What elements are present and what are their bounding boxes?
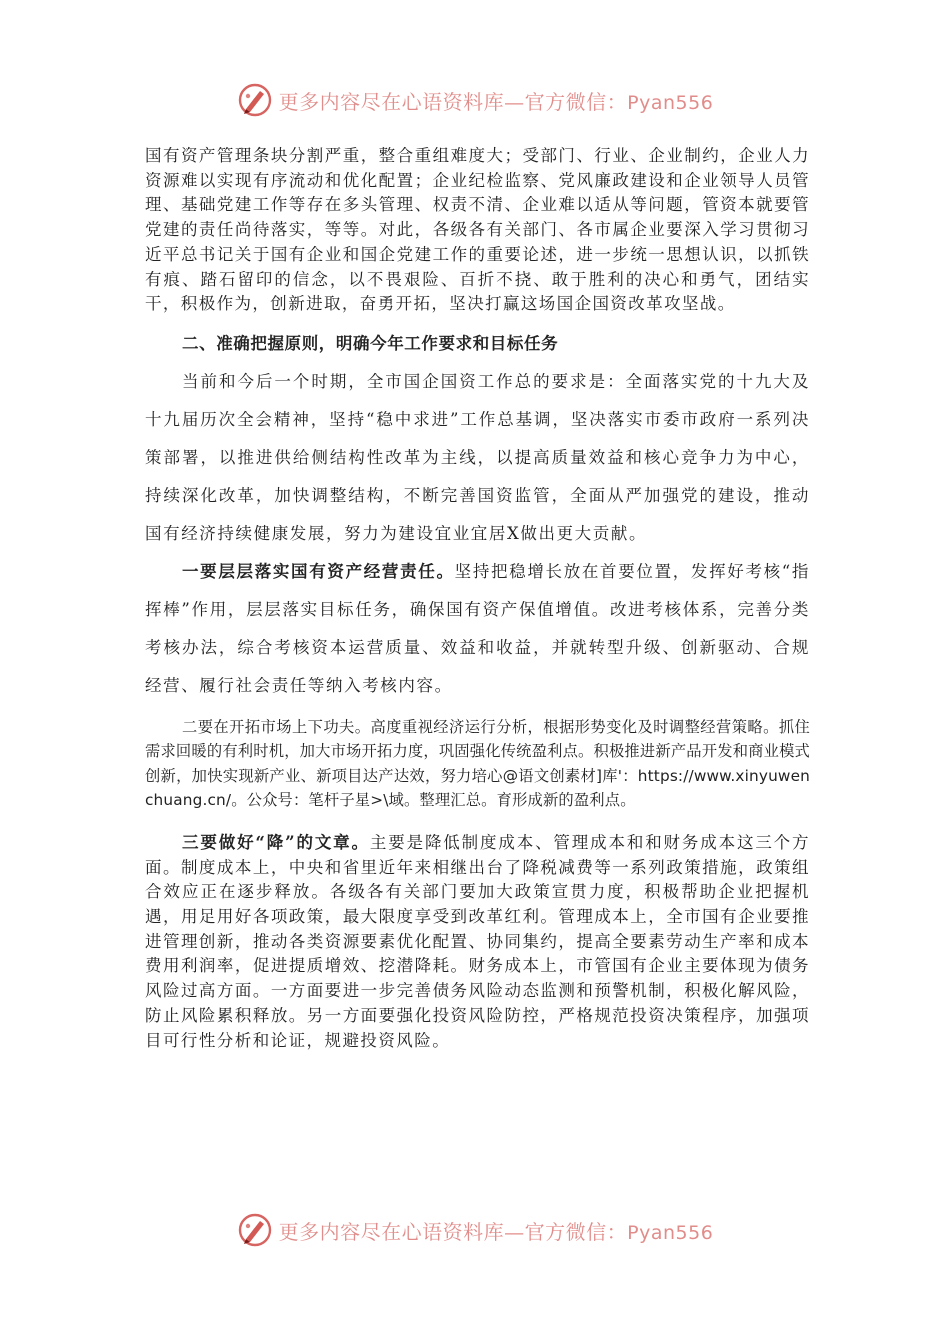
footer-banner-text: 更多内容尽在心语资料库—官方微信：Pyan556 [278,1219,714,1244]
section-heading: 二、准确把握原则，明确今年工作要求和目标任务 [182,333,559,353]
footer-wechat-id: Pyan556 [627,1221,714,1244]
header-watermark-banner [0,78,950,122]
paragraph-3-body: 坚持把稳增长放在首要位置，发挥好考核“指挥棒”作用，层层落实目标任务，确保国有资产保值增值。改进考核体系，完善分类考核办法，综合考核资本运营质量、效益和收益，并就转型升级、创新驱动、合规经营、履行社会责任等纳入考核内容。 [145,561,811,695]
pen-circle-logo-icon [237,82,273,118]
paragraph-4: 二要在开拓市场上下功夫。高度重视经济运行分析，根据形势变化及时调整经营策略。抓住需求回暖的有利时机，加大市场开拓力度，巩固强化传统盈利点。积极推进新产品开发和商业模式创新，加快实现新产业、新项目达产达效，努力培心@语文创素材]库'：https://www.xinyuwenchuang.cn/。公众号：笔杆子星>\域。整理汇总。育形成新的盈利点。 [145,717,810,810]
pen-circle-logo-icon [237,1212,273,1248]
header-wechat-id: Pyan556 [627,91,714,114]
document-body [145,144,810,1053]
paragraph-5-lead: 三要做好“降”的文章。 [182,832,370,852]
header-banner-text: 更多内容尽在心语资料库—官方微信：Pyan556 [278,89,714,114]
paragraph-5-body: 主要是降低制度成本、管理成本和和财务成本这三个方面。制度成本上，中央和省里近年来相继出台了降税减费等一系列政策措施，政策组合效应正在逐步释放。各级各有关部门要加大政策宣贯力度，积极帮助企业把握机遇，用足用好各项政策，最大限度享受到改革红利。管理成本上，全市国有企业要推进管理创新，推动各类资源要素优化配置、协同集约，提高全要素劳动生产率和成本费用利润率，促进提质增效、挖潜降耗。财务成本上，市管国有企业主要体现为债务风险过高方面。一方面要进一步完善债务风险动态监测和预警机制，积极化解风险，防止风险累积释放。另一方面要强化投资风险防控，严格规范投资决策程序，加强项目可行性分析和论证，规避投资风险。 [145,832,810,1050]
paragraph-1: 国有资产管理条块分割严重，整合重组难度大；受部门、行业、企业制约，企业人力资源难以实现有序流动和优化配置；企业纪检监察、党风廉政建设和企业领导人员管理、基础党建工作等存在多头管理、权责不清、企业难以适从等问题，管资本就要管党建的责任尚待落实，等等。对此，各级各有关部门、各市属企业要深入学习贯彻习近平总书记关于国有企业和国企党建工作的重要论述，进一步统一思想认识，以抓铁有痕、踏石留印的信念，以不畏艰险、百折不挠、敢于胜利的决心和勇气，团结实干，积极作为，创新进取，奋勇开拓，坚决打赢这场国企国资改革攻坚战。 [145,146,810,314]
paragraph-5 [145,831,810,1053]
paragraph-3 [145,553,810,705]
footer-watermark-banner [0,1208,950,1252]
paragraph-2: 当前和今后一个时期，全市国企国资工作总的要求是：全面落实党的十九大及十九届历次全会精神，坚持“稳中求进”工作总基调，坚决落实市委市政府一系列决策部署，以推进供给侧结构性改革为主线，以提高质量效益和核心竞争力为中心，持续深化改革，加快调整结构，不断完善国资监管，全面从严加强党的建设，推动国有经济持续健康发展，努力为建设宜业宜居X做出更大贡献。 [145,371,810,543]
paragraph-3-lead: 一要层层落实国有资产经营责任。 [182,561,455,581]
